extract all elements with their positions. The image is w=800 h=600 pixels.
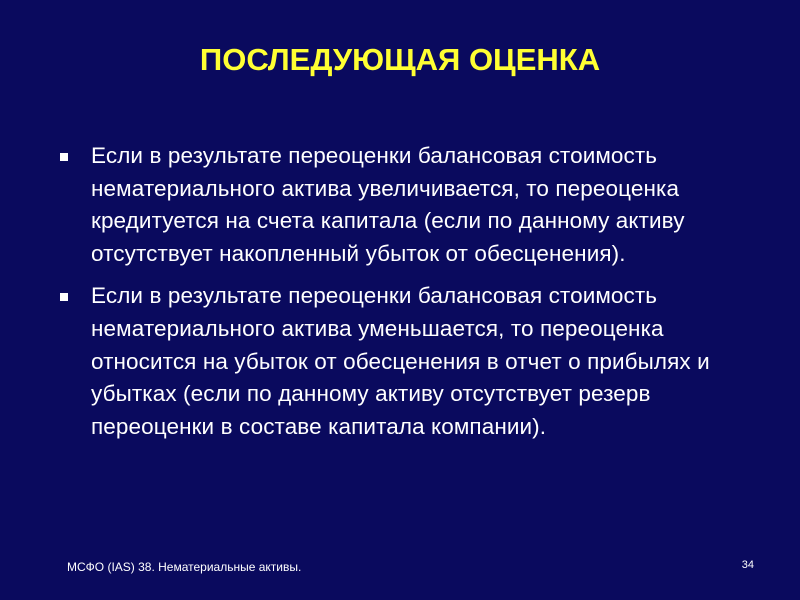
slide-title: ПОСЛЕДУЮЩАЯ ОЦЕНКА: [199, 42, 601, 77]
page-number: 34: [741, 559, 754, 571]
square-bullet-icon: [60, 293, 68, 301]
bullet-list: [58, 140, 758, 453]
bullet-item: [58, 280, 758, 443]
bullet-text: Если в результате переоценки балансовая стоимость нематериального актива увеличивается, то переоценка кредитуется на счета капитала (если по данному активу отсутствует накопленный убыток от обесценения).: [91, 143, 685, 266]
bullet-text: Если в результате переоценки балансовая стоимость нематериального актива уменьшается, то переоценка относится на убыток от обесценения в отчет о прибылях и убытках (если по данному активу отсутствует резерв переоценки в составе капитала компании).: [91, 283, 710, 439]
footer-source: МСФО (IAS) 38. Нематериальные активы.: [67, 560, 302, 574]
bullet-item: [58, 140, 758, 270]
square-bullet-icon: [60, 153, 68, 161]
